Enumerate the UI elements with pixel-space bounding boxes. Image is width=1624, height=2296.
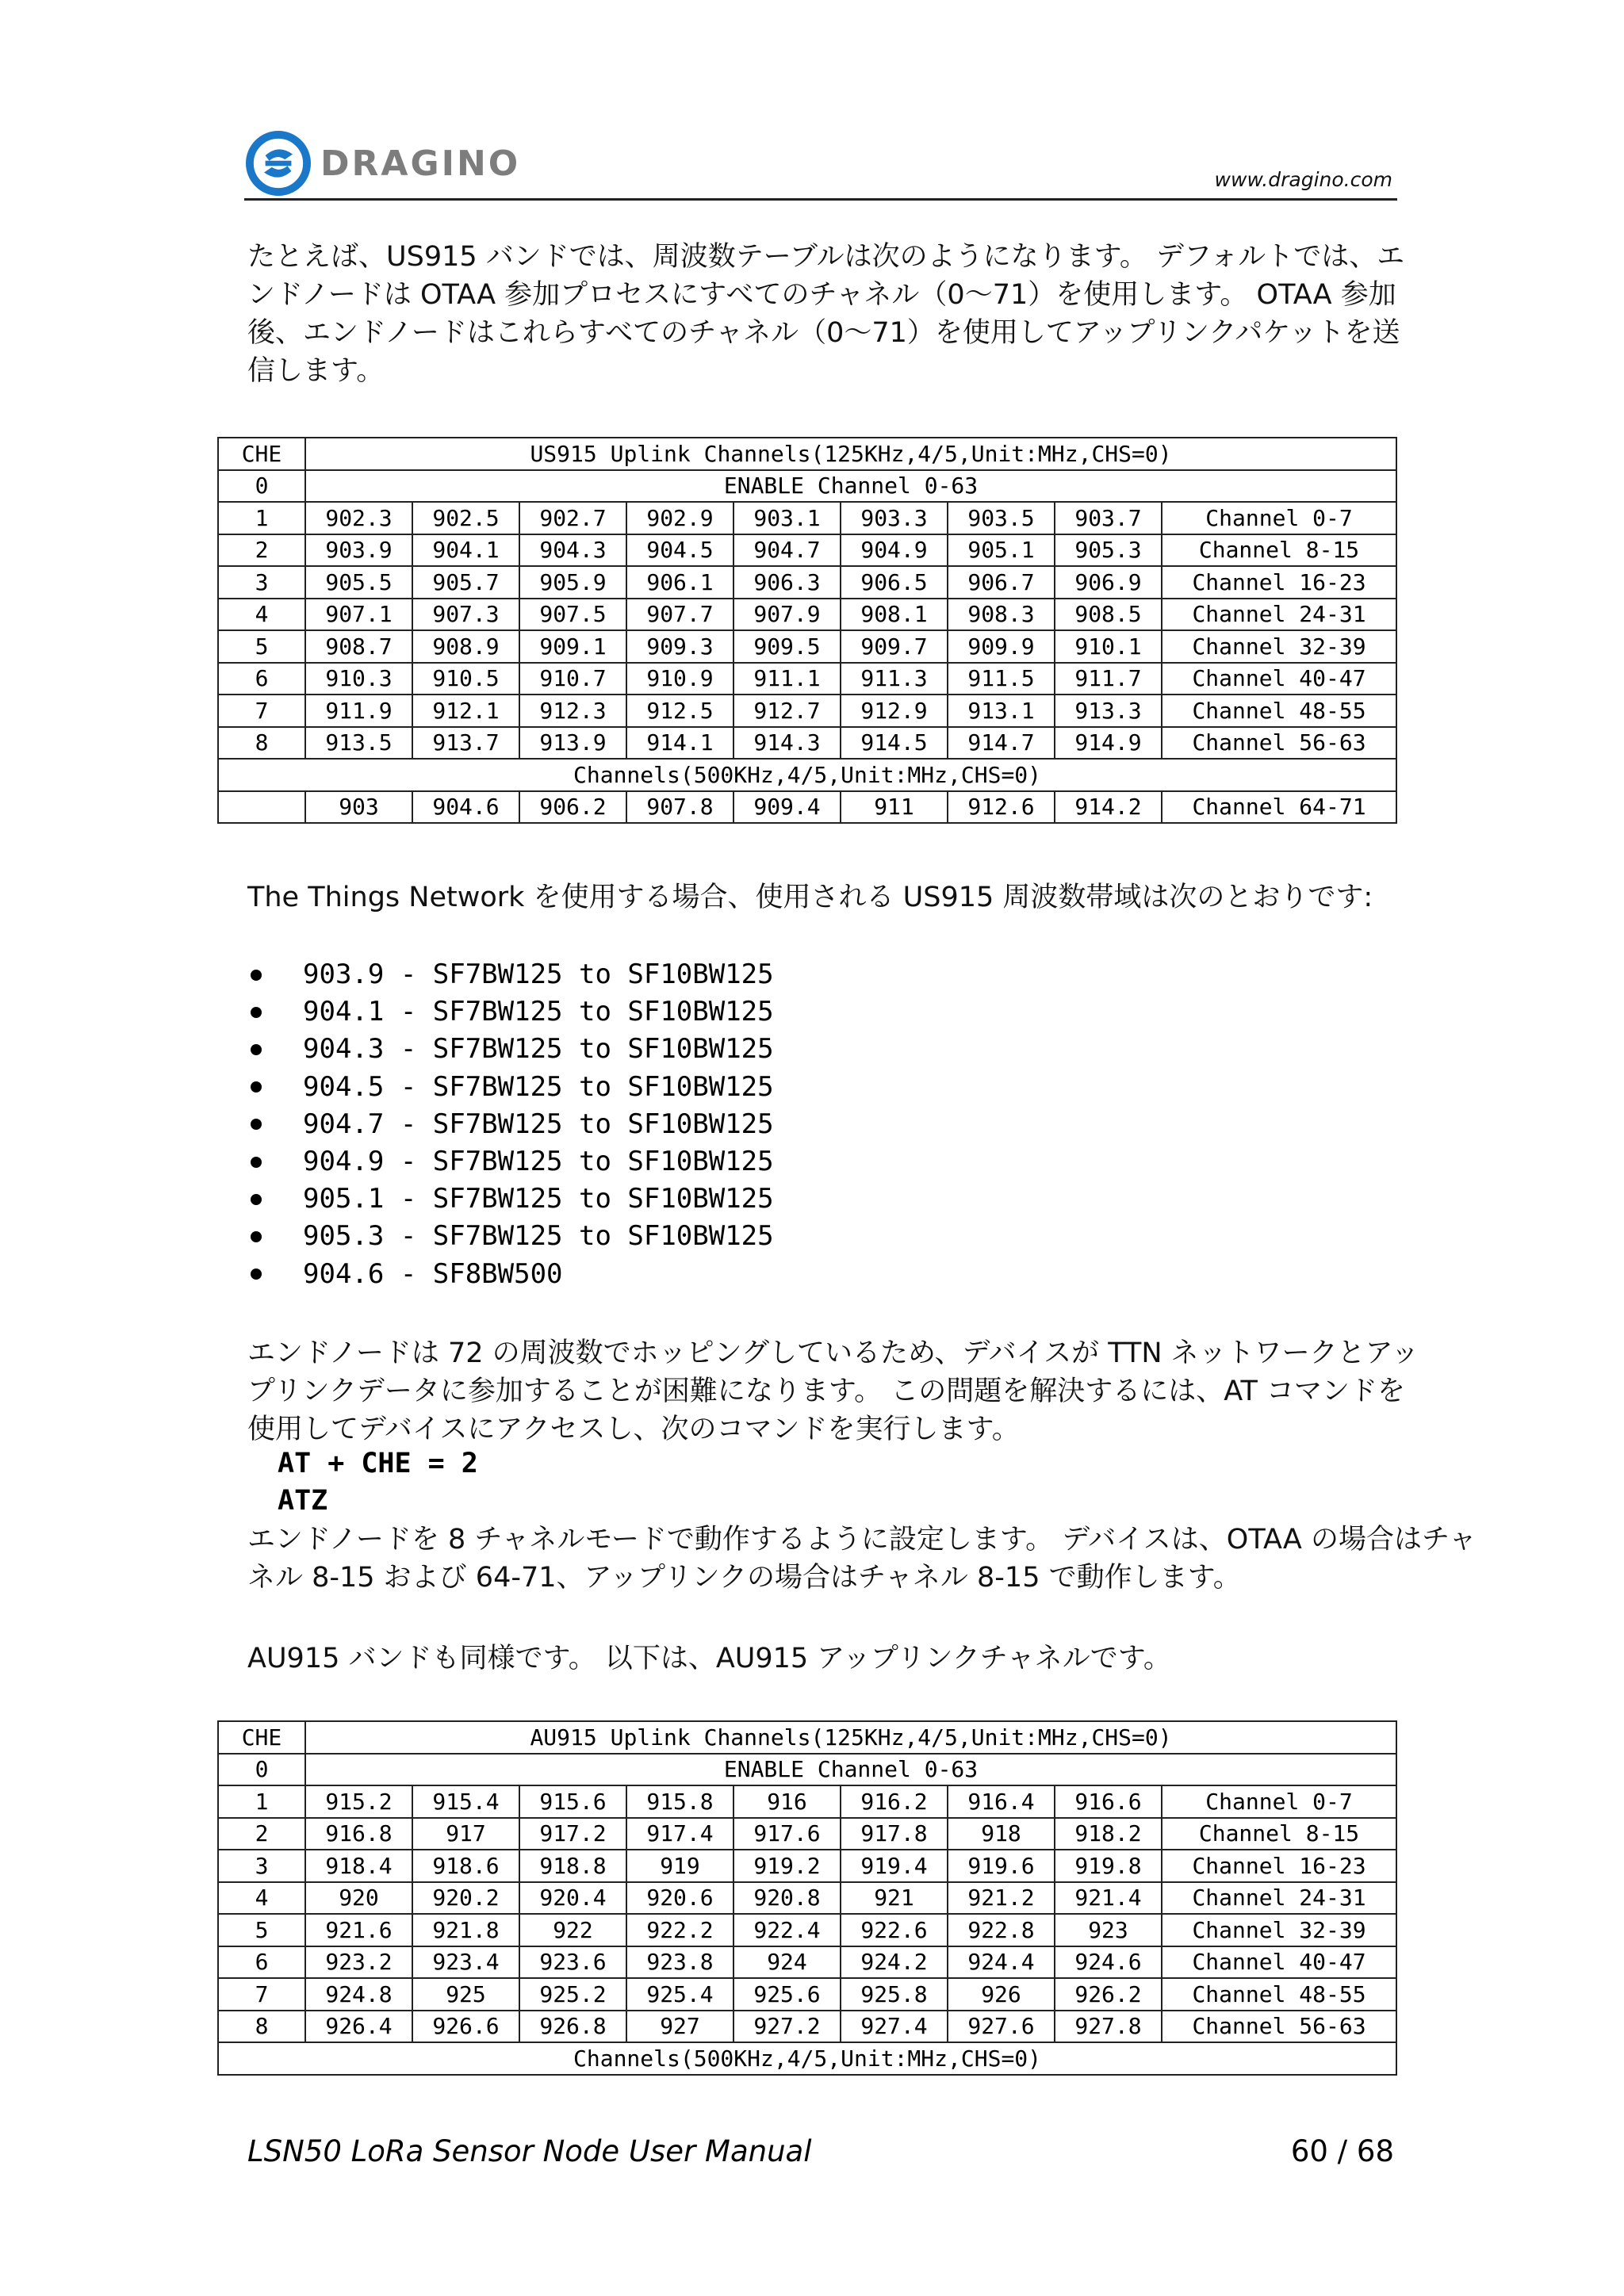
list-item: [247, 1031, 774, 1068]
channel-range-cell: Channel 0-7: [1162, 502, 1396, 534]
frequency-cell: 927.4: [841, 2011, 948, 2043]
table-row: [218, 630, 1396, 663]
table-subheader-row: [218, 759, 1396, 791]
website-url[interactable]: www.dragino.com: [1214, 168, 1392, 191]
list-item-text: 904.9 - SF7BW125 to SF10BW125: [303, 1145, 774, 1177]
table-row: [218, 1754, 1396, 1786]
bullet-icon: [251, 1157, 262, 1168]
table-row: [218, 663, 1396, 695]
che-cell: 4: [218, 1882, 305, 1915]
au915-channel-table: [217, 1720, 1397, 2076]
frequency-cell: 917.2: [519, 1818, 626, 1850]
us915-channel-table: [217, 437, 1397, 824]
frequency-cell: 926.8: [519, 2011, 626, 2043]
channel-range-cell: Channel 8-15: [1162, 534, 1396, 567]
frequency-cell: 916.8: [305, 1818, 412, 1850]
frequency-cell: 906.2: [519, 791, 626, 824]
frequency-cell: 907.5: [519, 599, 626, 631]
frequency-cell: 915.2: [305, 1785, 412, 1818]
frequency-cell: 918.2: [1055, 1818, 1162, 1850]
channel-range-cell: Channel 16-23: [1162, 1850, 1396, 1882]
table-row: [218, 534, 1396, 567]
frequency-cell: 919.6: [948, 1850, 1055, 1882]
frequency-cell: 925.6: [733, 1978, 841, 2011]
frequency-cell: 911.9: [305, 695, 412, 727]
frequency-cell: 919.4: [841, 1850, 948, 1882]
list-item: [247, 1181, 774, 1218]
table-row: [218, 1785, 1396, 1818]
channel-range-cell: Channel 16-23: [1162, 566, 1396, 599]
channel-range-cell: Channel 32-39: [1162, 1914, 1396, 1946]
frequency-cell: 906.5: [841, 566, 948, 599]
table-row: [218, 2011, 1396, 2043]
frequency-cell: 911.5: [948, 663, 1055, 695]
dragino-logo: [246, 132, 520, 195]
frequency-cell: 912.7: [733, 695, 841, 727]
ttn-frequency-list: [247, 956, 774, 1293]
frequency-cell: 916: [733, 1785, 841, 1818]
frequency-cell: 923.8: [626, 1946, 733, 1979]
list-item: [247, 1106, 774, 1143]
table-row: [218, 599, 1396, 631]
frequency-cell: 919: [626, 1850, 733, 1882]
che-cell: 5: [218, 1914, 305, 1946]
che-cell: 0: [218, 470, 305, 503]
frequency-cell: 924.6: [1055, 1946, 1162, 1979]
frequency-cell: 918.8: [519, 1850, 626, 1882]
frequency-cell: 913.7: [412, 727, 519, 760]
frequency-cell: 917.8: [841, 1818, 948, 1850]
frequency-cell: 903.9: [305, 534, 412, 567]
list-item: [247, 993, 774, 1031]
frequency-cell: 903.3: [841, 502, 948, 534]
table-header-row: [218, 438, 1396, 470]
frequency-cell: 911.1: [733, 663, 841, 695]
frequency-cell: 927.2: [733, 2011, 841, 2043]
table-row: [218, 1818, 1396, 1850]
che-cell: [218, 791, 305, 824]
che-cell: 8: [218, 727, 305, 760]
table-title-cell: AU915 Uplink Channels(125KHz,4/5,Unit:MHz,CHS=0): [305, 1721, 1396, 1754]
bullet-icon: [251, 1081, 262, 1093]
frequency-cell: 927: [626, 2011, 733, 2043]
frequency-cell: 904.6: [412, 791, 519, 824]
list-item-text: 904.6 - SF8BW500: [303, 1257, 563, 1290]
che-cell: 4: [218, 599, 305, 631]
bullet-icon: [251, 1269, 262, 1280]
che-cell: 6: [218, 663, 305, 695]
frequency-cell: 918: [948, 1818, 1055, 1850]
bullet-icon: [251, 1194, 262, 1205]
header-divider: [244, 198, 1397, 201]
frequency-cell: 922.6: [841, 1914, 948, 1946]
brand-name: DRAGINO: [320, 143, 521, 184]
au915-paragraph: AU915 バンドも同様です。 以下は、AU915 アップリンクチャネルです。: [247, 1643, 1171, 1674]
command-line: AT + CHE = 2: [278, 1448, 478, 1479]
bullet-icon: [251, 1119, 262, 1130]
list-item-text: 905.3 - SF7BW125 to SF10BW125: [303, 1220, 774, 1253]
frequency-cell: 925: [412, 1978, 519, 2011]
frequency-cell: 903.7: [1055, 502, 1162, 534]
frequency-cell: 921.4: [1055, 1882, 1162, 1915]
list-item-text: 904.1 - SF7BW125 to SF10BW125: [303, 996, 774, 1028]
frequency-cell: 902.3: [305, 502, 412, 534]
frequency-cell: 923.2: [305, 1946, 412, 1979]
frequency-cell: 905.5: [305, 566, 412, 599]
frequency-cell: 913.1: [948, 695, 1055, 727]
frequency-cell: 906.7: [948, 566, 1055, 599]
frequency-cell: 922.8: [948, 1914, 1055, 1946]
table-row: [218, 727, 1396, 760]
frequency-cell: 921.8: [412, 1914, 519, 1946]
frequency-cell: 912.6: [948, 791, 1055, 824]
che-cell: 1: [218, 1785, 305, 1818]
channel-range-cell: Channel 0-7: [1162, 1785, 1396, 1818]
frequency-cell: 917: [412, 1818, 519, 1850]
frequency-cell: 909.3: [626, 630, 733, 663]
frequency-cell: 926.6: [412, 2011, 519, 2043]
frequency-cell: 923: [1055, 1914, 1162, 1946]
list-item: [247, 956, 774, 993]
channel-range-cell: Channel 40-47: [1162, 663, 1396, 695]
bullet-icon: [251, 970, 262, 981]
frequency-cell: 905.1: [948, 534, 1055, 567]
frequency-cell: 912.1: [412, 695, 519, 727]
frequency-cell: 904.3: [519, 534, 626, 567]
frequency-cell: 915.8: [626, 1785, 733, 1818]
bullet-icon: [251, 1231, 262, 1242]
che-cell: 3: [218, 566, 305, 599]
frequency-cell: 921.6: [305, 1914, 412, 1946]
frequency-cell: 914.2: [1055, 791, 1162, 824]
mode-paragraph: エンドノードを 8 チャネルモードで動作するように設定します。 デバイスは、OTAA の場合はチャネル 8-15 および 64-71、アップリンクの場合はチャネル 8-15 で動作します。: [247, 1524, 1477, 1594]
frequency-cell: 908.9: [412, 630, 519, 663]
frequency-cell: 905.3: [1055, 534, 1162, 567]
frequency-cell: 924.8: [305, 1978, 412, 2011]
dragino-swirl-icon: [246, 131, 311, 196]
frequency-cell: 904.1: [412, 534, 519, 567]
frequency-cell: 908.7: [305, 630, 412, 663]
frequency-cell: 918.4: [305, 1850, 412, 1882]
list-item: [247, 1218, 774, 1255]
table-row: [218, 1978, 1396, 2011]
frequency-cell: 920: [305, 1882, 412, 1915]
list-item-text: 905.1 - SF7BW125 to SF10BW125: [303, 1183, 774, 1215]
frequency-cell: 914.3: [733, 727, 841, 760]
frequency-cell: 913.5: [305, 727, 412, 760]
channel-range-cell: Channel 24-31: [1162, 599, 1396, 631]
frequency-cell: 909.5: [733, 630, 841, 663]
frequency-cell: 917.4: [626, 1818, 733, 1850]
frequency-cell: 920.4: [519, 1882, 626, 1915]
frequency-cell: 906.9: [1055, 566, 1162, 599]
frequency-cell: 916.2: [841, 1785, 948, 1818]
channel-range-cell: Channel 32-39: [1162, 630, 1396, 663]
table-row: [218, 791, 1396, 824]
frequency-cell: 912.9: [841, 695, 948, 727]
frequency-cell: 915.4: [412, 1785, 519, 1818]
che-cell: 0: [218, 1754, 305, 1786]
list-item: [247, 1256, 774, 1293]
frequency-cell: 921.2: [948, 1882, 1055, 1915]
enable-channel-cell: ENABLE Channel 0-63: [305, 1754, 1396, 1786]
frequency-cell: 924: [733, 1946, 841, 1979]
frequency-cell: 914.9: [1055, 727, 1162, 760]
footer-page-number: 60 / 68: [1290, 2134, 1394, 2168]
che-cell: 8: [218, 2011, 305, 2043]
frequency-cell: 908.5: [1055, 599, 1162, 631]
che-cell: 7: [218, 1978, 305, 2011]
frequency-cell: 913.9: [519, 727, 626, 760]
table-subheader-row: [218, 2042, 1396, 2075]
frequency-cell: 912.3: [519, 695, 626, 727]
frequency-cell: 922: [519, 1914, 626, 1946]
channel-range-cell: Channel 40-47: [1162, 1946, 1396, 1979]
frequency-cell: 905.9: [519, 566, 626, 599]
frequency-cell: 921: [841, 1882, 948, 1915]
che-cell: 2: [218, 534, 305, 567]
frequency-cell: 910.1: [1055, 630, 1162, 663]
frequency-cell: 916.4: [948, 1785, 1055, 1818]
che-cell: 5: [218, 630, 305, 663]
frequency-cell: 922.4: [733, 1914, 841, 1946]
channel-range-cell: Channel 64-71: [1162, 791, 1396, 824]
frequency-cell: 909.4: [733, 791, 841, 824]
frequency-cell: 915.6: [519, 1785, 626, 1818]
frequency-cell: 911: [841, 791, 948, 824]
list-item-text: 903.9 - SF7BW125 to SF10BW125: [303, 959, 774, 990]
channel-range-cell: Channel 56-63: [1162, 727, 1396, 760]
che-header-cell: CHE: [218, 438, 305, 470]
list-item-text: 904.7 - SF7BW125 to SF10BW125: [303, 1108, 774, 1140]
table-subtitle-cell: Channels(500KHz,4/5,Unit:MHz,CHS=0): [218, 759, 1396, 791]
table-row: [218, 1946, 1396, 1979]
enable-channel-cell: ENABLE Channel 0-63: [305, 470, 1396, 503]
frequency-cell: 910.5: [412, 663, 519, 695]
frequency-cell: 908.3: [948, 599, 1055, 631]
frequency-cell: 907.8: [626, 791, 733, 824]
frequency-cell: 908.1: [841, 599, 948, 631]
frequency-cell: 907.9: [733, 599, 841, 631]
frequency-cell: 902.9: [626, 502, 733, 534]
frequency-cell: 925.4: [626, 1978, 733, 2011]
che-cell: 7: [218, 695, 305, 727]
frequency-cell: 917.6: [733, 1818, 841, 1850]
frequency-cell: 920.6: [626, 1882, 733, 1915]
table-row: [218, 1882, 1396, 1915]
frequency-cell: 925.8: [841, 1978, 948, 2011]
frequency-cell: 913.3: [1055, 695, 1162, 727]
che-cell: 6: [218, 1946, 305, 1979]
frequency-cell: 926.4: [305, 2011, 412, 2043]
frequency-cell: 909.1: [519, 630, 626, 663]
intro-paragraph: たとえば、US915 バンドでは、周波数テーブルは次のようになります。 デフォルトでは、エンドノードは OTAA 参加プロセスにすべてのチャネル（0〜71）を使用します。 OTAA 参加後、エンドノードはこれらすべてのチャネル（0〜71）を使用してアップリンクパケットを送信します。: [247, 241, 1405, 387]
frequency-cell: 910.7: [519, 663, 626, 695]
footer-manual-title: LSN50 LoRa Sensor Node User Manual: [247, 2134, 812, 2168]
bullet-icon: [251, 1044, 262, 1055]
table-row: [218, 502, 1396, 534]
che-cell: 1: [218, 502, 305, 534]
frequency-cell: 926: [948, 1978, 1055, 2011]
frequency-cell: 918.6: [412, 1850, 519, 1882]
che-cell: 3: [218, 1850, 305, 1882]
hopping-paragraph: エンドノードは 72 の周波数でホッピングしているため、デバイスが TTN ネットワークとアップリンクデータに参加することが困難になります。 この問題を解決するには、AT コマンドを使用してデバイスにアクセスし、次のコマンドを実行します。: [247, 1337, 1419, 1445]
frequency-cell: 912.5: [626, 695, 733, 727]
frequency-cell: 920.8: [733, 1882, 841, 1915]
frequency-cell: 902.7: [519, 502, 626, 534]
list-item-text: 904.3 - SF7BW125 to SF10BW125: [303, 1033, 774, 1066]
channel-range-cell: Channel 8-15: [1162, 1818, 1396, 1850]
frequency-cell: 904.9: [841, 534, 948, 567]
frequency-cell: 910.9: [626, 663, 733, 695]
frequency-cell: 923.4: [412, 1946, 519, 1979]
channel-range-cell: Channel 24-31: [1162, 1882, 1396, 1915]
bullet-icon: [251, 1007, 262, 1018]
frequency-cell: 907.1: [305, 599, 412, 631]
table-row: [218, 1914, 1396, 1946]
frequency-cell: 910.3: [305, 663, 412, 695]
table-subtitle-cell: Channels(500KHz,4/5,Unit:MHz,CHS=0): [218, 2042, 1396, 2075]
che-header-cell: CHE: [218, 1721, 305, 1754]
ttn-paragraph: The Things Network を使用する場合、使用される US915 周波数帯域は次のとおりです:: [247, 882, 1373, 913]
frequency-cell: 924.2: [841, 1946, 948, 1979]
frequency-cell: 914.1: [626, 727, 733, 760]
frequency-cell: 904.5: [626, 534, 733, 567]
frequency-cell: 923.6: [519, 1946, 626, 1979]
frequency-cell: 906.3: [733, 566, 841, 599]
channel-range-cell: Channel 48-55: [1162, 1978, 1396, 2011]
list-item-text: 904.5 - SF7BW125 to SF10BW125: [303, 1070, 774, 1103]
frequency-cell: 916.6: [1055, 1785, 1162, 1818]
list-item: [247, 1069, 774, 1106]
command-line: ATZ: [278, 1485, 328, 1517]
frequency-cell: 914.7: [948, 727, 1055, 760]
frequency-cell: 911.7: [1055, 663, 1162, 695]
frequency-cell: 907.3: [412, 599, 519, 631]
table-row: [218, 470, 1396, 503]
table-row: [218, 566, 1396, 599]
che-cell: 2: [218, 1818, 305, 1850]
frequency-cell: 907.7: [626, 599, 733, 631]
frequency-cell: 926.2: [1055, 1978, 1162, 2011]
frequency-cell: 902.5: [412, 502, 519, 534]
table-row: [218, 1850, 1396, 1882]
frequency-cell: 911.3: [841, 663, 948, 695]
frequency-cell: 903.1: [733, 502, 841, 534]
frequency-cell: 919.8: [1055, 1850, 1162, 1882]
frequency-cell: 920.2: [412, 1882, 519, 1915]
frequency-cell: 904.7: [733, 534, 841, 567]
frequency-cell: 903.5: [948, 502, 1055, 534]
channel-range-cell: Channel 56-63: [1162, 2011, 1396, 2043]
table-header-row: [218, 1721, 1396, 1754]
frequency-cell: 905.7: [412, 566, 519, 599]
frequency-cell: 903: [305, 791, 412, 824]
channel-range-cell: Channel 48-55: [1162, 695, 1396, 727]
table-row: [218, 695, 1396, 727]
frequency-cell: 925.2: [519, 1978, 626, 2011]
frequency-cell: 909.9: [948, 630, 1055, 663]
frequency-cell: 919.2: [733, 1850, 841, 1882]
frequency-cell: 909.7: [841, 630, 948, 663]
table-title-cell: US915 Uplink Channels(125KHz,4/5,Unit:MHz,CHS=0): [305, 438, 1396, 470]
frequency-cell: 906.1: [626, 566, 733, 599]
frequency-cell: 924.4: [948, 1946, 1055, 1979]
frequency-cell: 927.6: [948, 2011, 1055, 2043]
frequency-cell: 927.8: [1055, 2011, 1162, 2043]
list-item: [247, 1143, 774, 1181]
frequency-cell: 922.2: [626, 1914, 733, 1946]
frequency-cell: 914.5: [841, 727, 948, 760]
